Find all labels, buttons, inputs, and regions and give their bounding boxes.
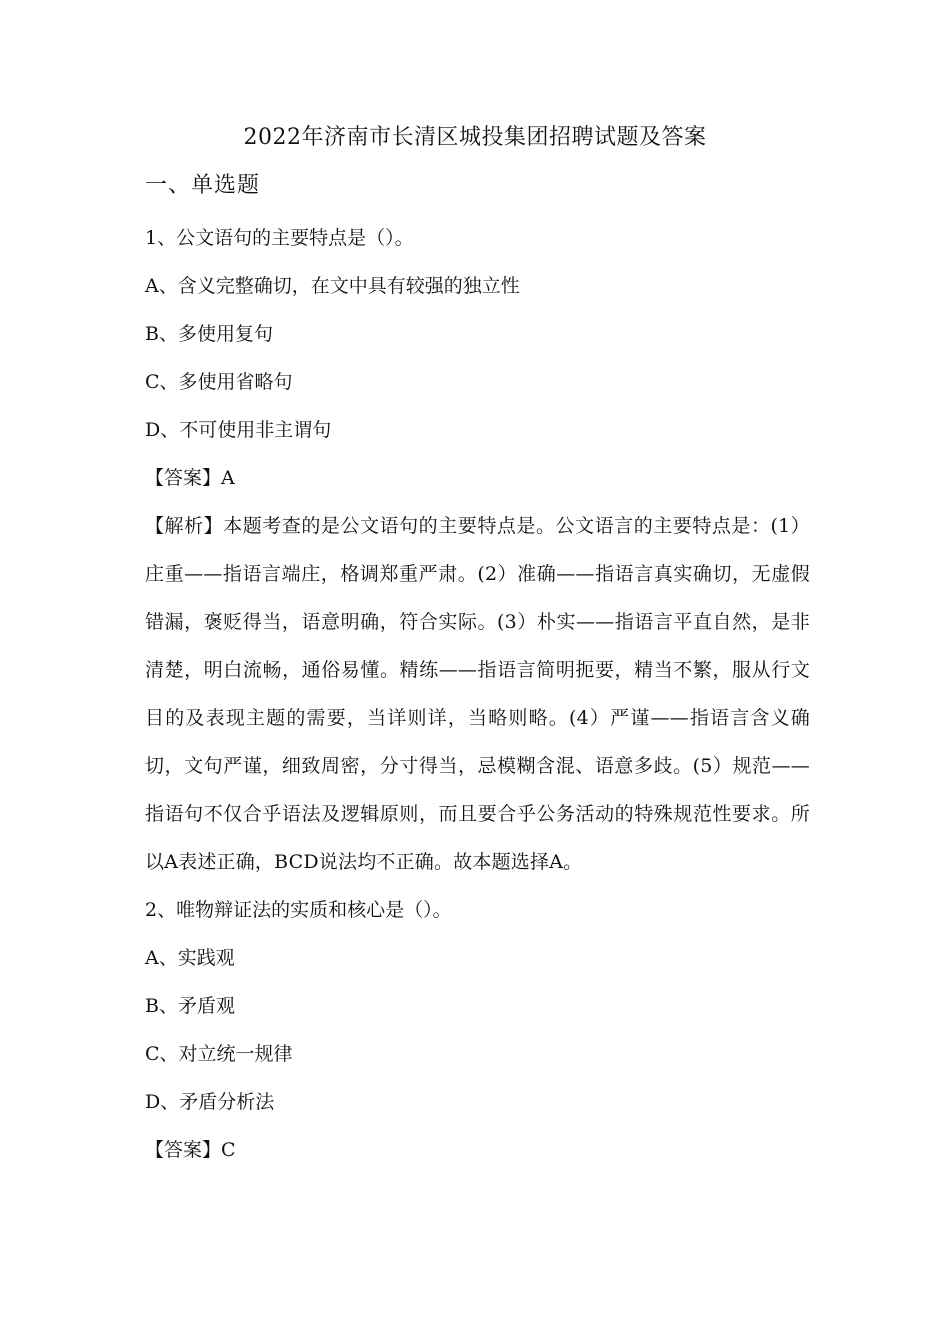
- option-c: C、对立统一规律: [145, 1043, 293, 1065]
- document-title: 2022年济南市长清区城投集团招聘试题及答案: [243, 125, 707, 150]
- option-b: B、矛盾观: [145, 995, 235, 1017]
- answer-line: 【答案】C: [145, 1139, 236, 1161]
- option-b: B、多使用复句: [145, 323, 273, 345]
- question-1: [145, 214, 810, 886]
- question-2: [145, 886, 810, 1174]
- explanation-paragraph: 【解析】本题考查的是公文语句的主要特点是。公文语言的主要特点是：(1）庄重——指语言端庄，格调郑重严肃。(2）准确——指语言真实确切，无虚假错漏，褒贬得当，语意明确，符合实际。(3）朴实——指语言平直自然，是非清楚，明白流畅，通俗易懂。精练——指语言简明扼要，精当不繁，服从行文目的及表现主题的需要，当详则详，当略则略。(4）严谨——指语言含义确切，文句严谨，细致周密，分寸得当，忌模糊含混、语意多歧。(5）规范——指语句不仅合乎语法及逻辑原则，而且要合乎公务活动的特殊规范性要求。所以A表述正确，BCD说法均不正确。故本题选择A。: [145, 515, 810, 873]
- section-heading: 一、单选题: [145, 173, 261, 198]
- answer-line: 【答案】A: [145, 467, 235, 489]
- option-a: A、实践观: [145, 947, 235, 969]
- question-stem: 1、公文语句的主要特点是（）。: [145, 227, 414, 249]
- option-c: C、多使用省略句: [145, 371, 293, 393]
- option-d: D、不可使用非主谓句: [145, 419, 332, 441]
- question-list: [145, 214, 810, 1174]
- option-d: D、矛盾分析法: [145, 1091, 275, 1113]
- question-stem: 2、唯物辩证法的实质和核心是（）。: [145, 899, 452, 921]
- option-a: A、含义完整确切，在文中具有较强的独立性: [145, 275, 520, 297]
